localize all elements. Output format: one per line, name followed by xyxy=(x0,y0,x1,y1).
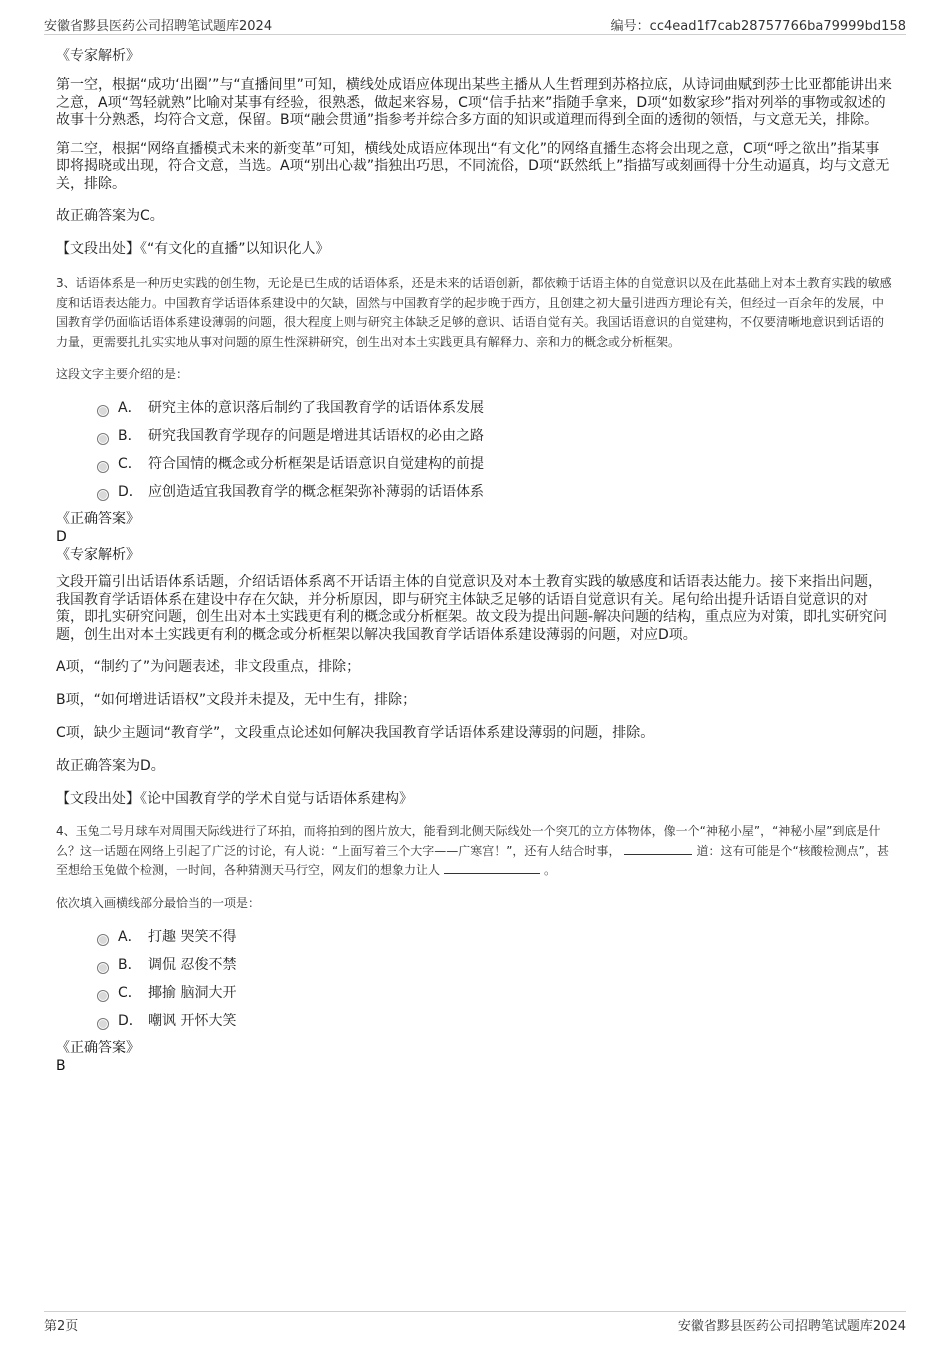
option-letter: A． xyxy=(118,400,142,416)
radio-icon[interactable] xyxy=(97,461,109,473)
option-letter: D． xyxy=(118,484,143,500)
q3-analysis-option-b: B项，“如何增进话语权”文段并未提及，无中生有，排除； xyxy=(56,692,417,708)
q3-analysis-paragraph: 文段开篇引出话语体系话题，介绍话语体系离不开话语主体的自觉意识及对本土教育实践的敏感度和话语表达能力。接下来指出问题，我国教育学话语体系在建设中存在欠缺，并分析原因，即与研究主体缺乏足够的话语自觉意识有关。尾句给出提升话语自觉意识的对策，即扎实研究问题，创生出对本土实践更有利的概念或分析框架。故文段为提出问题-解决问题的结构，重点应为对策，即扎实研究问题，创生出对本土实践更有利的概念或分析框架以解决我国教育学话语体系建设薄弱的问题，对应D项。 xyxy=(56,574,888,643)
radio-icon[interactable] xyxy=(97,433,109,445)
option-text: 符合国情的概念或分析框架是话语意识自觉建构的前提 xyxy=(148,456,484,472)
page-footer xyxy=(44,1311,906,1334)
q2-analysis-paragraph-2: 第二空，根据“网络直播模式未来的新变革”可知，横线处成语应体现出“有文化”的网络直播生态将会出现之意，C项“呼之欲出”指某事即将揭晓或出现，符合文意，当选。A项“别出心裁”指独出巧思，不同流俗，D项“跃然纸上”指描写或刻画得十分生动逼真，均与文意无关，排除。 xyxy=(56,140,890,192)
q4-option-d[interactable] xyxy=(56,1011,892,1039)
radio-icon[interactable] xyxy=(97,990,109,1002)
option-text: 调侃 忍俊不禁 xyxy=(148,956,237,973)
q3-option-b[interactable] xyxy=(56,426,892,454)
q4-text-part-2: 道：这有可能是个“核酸检测点”，甚至想给玉兔做个检测，一时间，各种猜测天马行空，网友们的想象力让人 xyxy=(56,843,889,877)
q4-text-part-3: 。 xyxy=(544,863,557,877)
option-letter: B． xyxy=(118,428,142,444)
radio-icon[interactable] xyxy=(97,405,109,417)
q3-question-text: 3、话语体系是一种历史实践的创生物，无论是已生成的话语体系，还是未来的话语创新，都依赖于话语主体的自觉意识以及在此基础上对本土教育实践的敏感度和话语表达能力。中国教育学话语体系建设中的欠缺，固然与中国教育学的起步晚于西方，且创建之初大量引进西方理论有关，但经过一百余年的发展，中国教育学仍面临话语体系建设薄弱的问题，很大程度上则与研究主体缺乏足够的意识、话语自觉有关。我国话语意识的自觉建构，不仅要清晰地意识到话语的力量，更需要扎扎实实地从事对问题的原生性深耕研究，创生出对本土实践更具有解释力、亲和力的概念或分析框架。 xyxy=(56,276,892,349)
page-number: 第2页 xyxy=(44,1319,79,1334)
document-code: 编号：cc4ead1f7cab28757766ba79999bd158 xyxy=(610,19,906,34)
fill-blank-2 xyxy=(444,861,540,874)
option-text: 应创造适宜我国教育学的概念框架弥补薄弱的话语体系 xyxy=(148,484,484,500)
option-text: 揶揄 脑洞大开 xyxy=(148,984,237,1001)
option-letter: B． xyxy=(118,956,142,973)
header-title: 安徽省黟县医药公司招聘笔试题库2024 xyxy=(44,19,273,34)
q2-analysis-label: 《专家解析》 xyxy=(56,48,140,64)
q3-analysis-label: 《专家解析》 xyxy=(56,547,140,563)
option-letter: D． xyxy=(118,1012,143,1029)
fill-blank-1 xyxy=(624,842,692,855)
option-letter: A． xyxy=(118,928,142,945)
q4-option-b[interactable] xyxy=(56,955,892,983)
q2-conclusion: 故正确答案为C。 xyxy=(56,208,164,224)
q3-option-c[interactable] xyxy=(56,454,892,482)
q3-conclusion: 故正确答案为D。 xyxy=(56,758,165,774)
q4-prompt: 依次填入画横线部分最恰当的一项是： xyxy=(56,895,261,910)
q4-question-text xyxy=(56,822,892,881)
q3-option-a[interactable] xyxy=(56,398,892,426)
q4-answer: B xyxy=(56,1057,66,1074)
option-letter: C． xyxy=(118,456,142,472)
q4-answer-label: 《正确答案》 xyxy=(56,1039,140,1056)
option-text: 研究主体的意识落后制约了我国教育学的话语体系发展 xyxy=(148,400,484,416)
q2-source: 【文段出处】《“有文化的直播”以知识化人》 xyxy=(56,241,330,257)
option-text: 嘲讽 开怀大笑 xyxy=(148,1012,237,1029)
q4-text-part-1: 4、玉兔二号月球车对周围天际线进行了环拍，而将拍到的图片放大，能看到北侧天际线处一个突兀的立方体物体，像一个“神秘小屋”，“神秘小屋”到底是什么？这一话题在网络上引起了广泛的讨论，有人说：“上面写着三个大字——广寒宫！”，还有人结合时事， xyxy=(56,824,881,858)
option-text: 研究我国教育学现存的问题是增进其话语权的必由之路 xyxy=(148,428,484,444)
q3-analysis-option-c: C项，缺少主题词“教育学”，文段重点论述如何解决我国教育学话语体系建设薄弱的问题，排除。 xyxy=(56,725,655,741)
radio-icon[interactable] xyxy=(97,489,109,501)
q4-option-a[interactable] xyxy=(56,927,892,955)
radio-icon[interactable] xyxy=(97,1018,109,1030)
option-text: 打趣 哭笑不得 xyxy=(148,928,237,945)
q2-analysis-paragraph-1: 第一空，根据“成功‘出圈’”与“直播间里”可知，横线处成语应体现出某些主播从人生哲理到苏格拉底，从诗词曲赋到莎士比亚都能讲出来之意，A项“驾轻就熟”比喻对某事有经验，很熟悉，做起来容易，C项“信手拈来”指随手拿来，D项“如数家珍”指对列举的事物或叙述的故事十分熟悉，均符合文意，保留。B项“融会贯通”指参考并综合多方面的知识或道理而得到全面的透彻的领悟，与文意无关，排除。 xyxy=(56,77,892,128)
q3-options xyxy=(56,398,892,510)
q3-analysis-option-a: A项，“制约了”为问题表述，非文段重点，排除； xyxy=(56,659,361,675)
q3-option-d[interactable] xyxy=(56,482,892,510)
q3-prompt: 这段文字主要介绍的是： xyxy=(56,367,189,381)
radio-icon[interactable] xyxy=(97,962,109,974)
option-letter: C． xyxy=(118,984,142,1001)
q4-options xyxy=(56,927,892,1039)
q4-option-c[interactable] xyxy=(56,983,892,1011)
q3-answer: D xyxy=(56,529,67,545)
footer-title: 安徽省黟县医药公司招聘笔试题库2024 xyxy=(677,1319,906,1334)
page-header xyxy=(44,12,906,35)
radio-icon[interactable] xyxy=(97,934,109,946)
page-content xyxy=(56,46,892,1075)
q3-answer-label: 《正确答案》 xyxy=(56,511,140,527)
q3-source: 【文段出处】《论中国教育学的学术自觉与话语体系建构》 xyxy=(56,791,413,807)
